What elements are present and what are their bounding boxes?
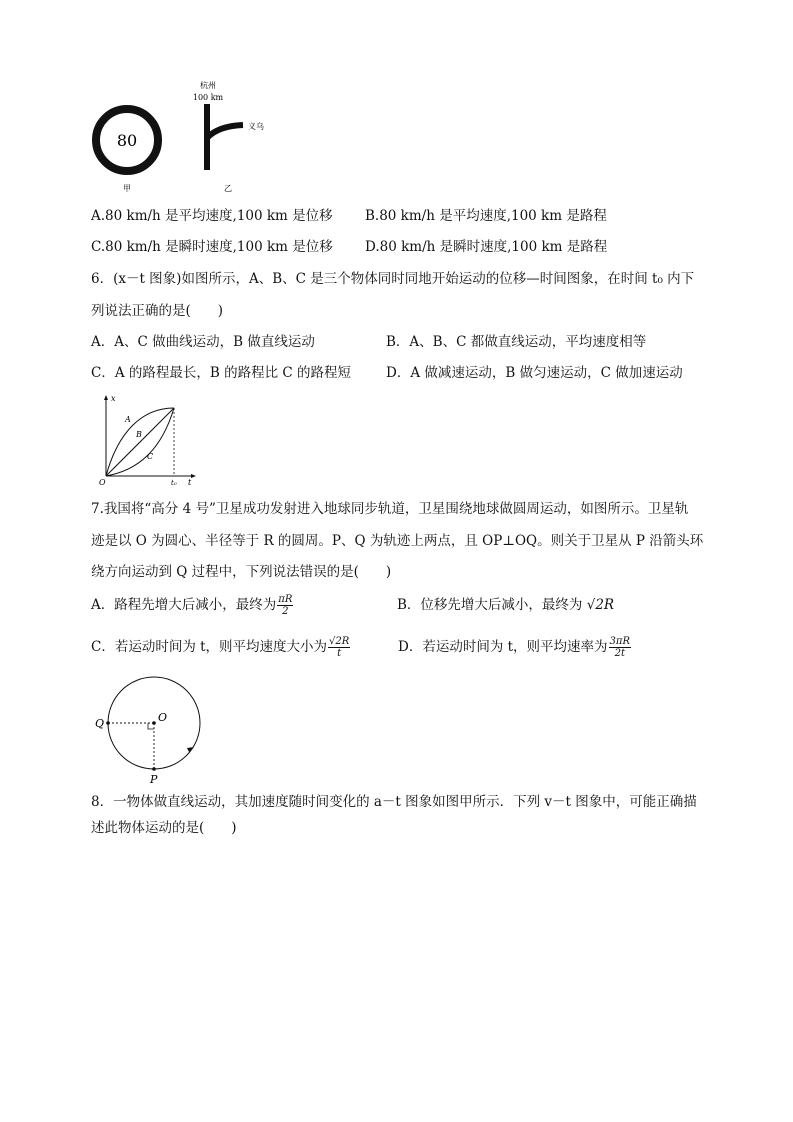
label-jia: 甲 [123,184,131,193]
q7-option-a-denominator: 2 [282,606,289,617]
q8-stem-line2: 述此物体运动的是( ) [91,820,237,836]
road-sign-distance: 100 km [192,93,224,102]
label-yi: 乙 [224,184,232,193]
q6-option-d: D．A 做减速运动，B 做匀速运动，C 做加速运动 [386,365,683,381]
curve-a-label: A [125,415,131,424]
q7-option-d-fraction [609,636,631,659]
q6-stem-line1: 6．(x－t 图象)如图所示，A、B、C 是三个物体同时同地开始运动的位移—时间图象，在时间 t₀ 内下 [91,271,695,287]
q6-option-b: B．A、B、C 都做直线运动，平均速度相等 [386,334,647,350]
q7-option-b [397,596,614,614]
axis-label-t: t [188,478,192,487]
curve-b-label: B [136,430,142,439]
q7-stem-line3: 绕方向运动到 Q 过程中，下列说法错误的是( ) [91,564,392,580]
q7-option-a-text: A．路程先增大后减小，最终为 [91,597,277,613]
q7-option-d-numerator: 3πR [609,636,631,647]
line-b [106,408,174,476]
q7-stem-line1: 7.我国将“高分 4 号”卫星成功发射进入地球同步轨道，卫星围绕地球做圆周运动，如图所示。卫星轨 [91,501,689,517]
label-q: Q [95,717,105,730]
origin-label: O [99,478,106,487]
q7-option-c [91,634,351,660]
label-p: P [150,773,158,786]
q5-option-c: C.80 km/h 是瞬时速度,100 km 是位移 [91,239,333,255]
q7-option-a-numerator: πR [278,594,293,605]
q5-option-d: D.80 km/h 是瞬时速度,100 km 是路程 [365,239,608,255]
q7-stem-line2: 迹是以 O 为圆心、半径等于 R 的圆周。P、Q 为轨迹上两点，且 OP⊥OQ。则关于卫星从 P 沿箭头环 [91,533,704,549]
road-sign-city: 杭州 [200,81,216,90]
q7-option-d-text: D．若运动时间为 t，则平均速率为 [398,639,608,655]
q7-option-c-fraction [328,636,350,659]
axis-label-x: x [111,394,116,403]
q7-option-d [398,634,632,660]
q5-option-b: B.80 km/h 是平均速度,100 km 是路程 [365,208,607,224]
q6-option-a: A．A、C 做曲线运动，B 做直线运动 [91,334,315,350]
speed-road-sign-figure [88,78,288,196]
q7-option-c-numerator: √2R [329,636,350,647]
q7-option-d-denominator: 2t [614,648,625,659]
q7-option-b-value: √2R [586,597,615,613]
q7-option-b-text: B．位移先增大后减小，最终为 [397,597,583,613]
x-axis-arrow [191,474,196,478]
road-sign-branch [207,125,243,138]
point-q [106,721,110,725]
road-sign-branch-label: 义乌 [248,122,264,131]
point-o [152,721,156,725]
q6-xt-graph [96,392,200,488]
q7-option-c-denominator: t [337,648,342,659]
q5-option-a: A.80 km/h 是平均速度,100 km 是位移 [91,208,333,224]
tick-t0: t₀ [171,479,177,487]
y-axis-arrow [104,395,108,400]
curve-c-label: C [147,452,154,461]
q6-option-c: C．A 的路程最长，B 的路程比 C 的路程短 [91,365,351,381]
q7-orbit-figure [90,672,210,788]
q8-stem-line1: 8．一物体做直线运动，其加速度随时间变化的 a－t 图象如图甲所示．下列 v－t 图象中，可能正确描 [91,794,697,810]
speed-limit-value: 80 [116,131,138,150]
q7-option-a-fraction [277,594,293,617]
q7-option-a [91,592,294,618]
label-o: O [158,711,168,724]
q6-stem-line2: 列说法正确的是( ) [91,303,224,319]
point-p [152,767,156,771]
q7-option-c-text: C．若运动时间为 t，则平均速度大小为 [91,639,328,655]
